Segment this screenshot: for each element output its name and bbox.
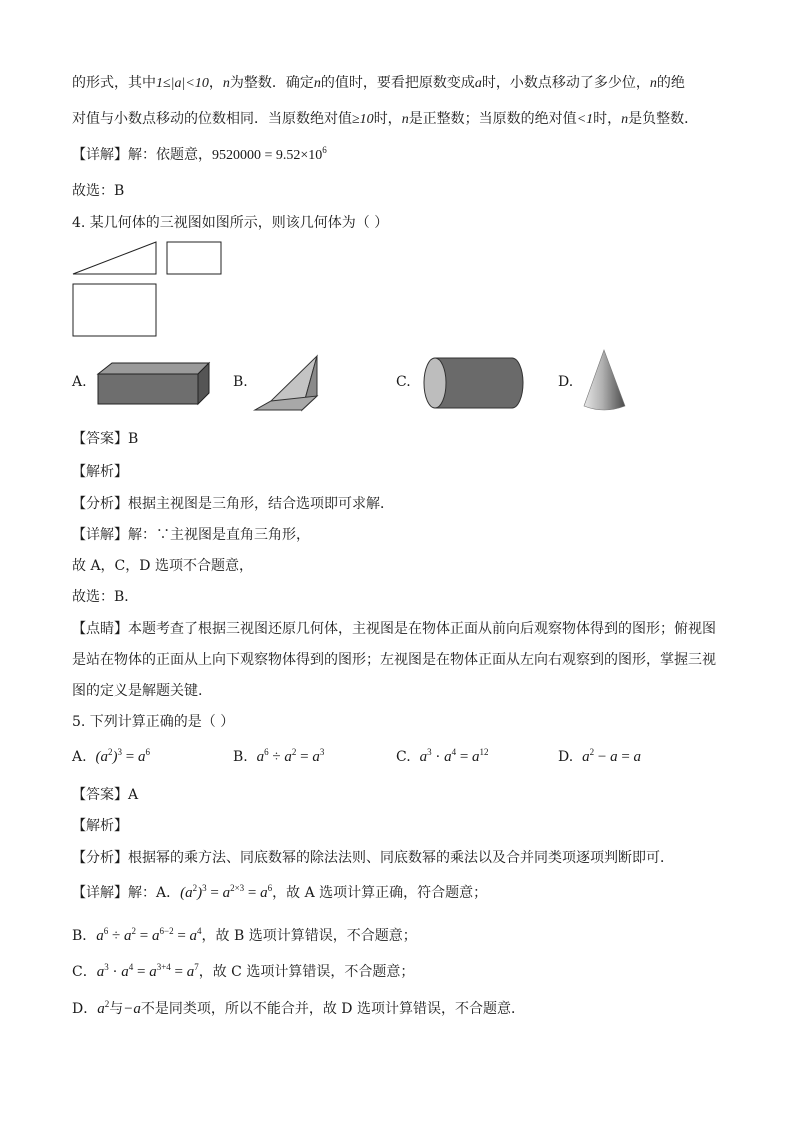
q4-option-d-label: D. [558, 374, 574, 390]
scientific-notation: 9520000 = 9.52×10 [212, 148, 323, 163]
side-view-rect [167, 242, 221, 274]
q3-detail: 【详解】解：依题意，$9520000 = 9.52\times 10^6$ [72, 145, 327, 163]
q5-detail-d: D．$a^2$与−a不是同类项，所以不能合并，故 D 选项计算错误，不合题意． [72, 999, 525, 1017]
q4-option-c-label: C. [396, 374, 411, 390]
q5-detail-b: B．$a^6 \div a^2 = a^{6-2} = a^4$，故 B 选项计算错误，不合题意； [72, 926, 417, 944]
q5-answer: 【答案】A [72, 787, 139, 803]
front-view-triangle [73, 242, 156, 274]
q4-analysis-heading: 【解析】 [72, 464, 128, 480]
q3-line-2: 对值与小数点移动的位数相同．当原数绝对值≥10时，n是正整数；当原数的绝对值<1时，n是负整数． [72, 111, 699, 127]
q3-line-1: 的形式，其中1≤|a|<10，n为整数．确定n的值时，要看把原数变成a时，小数点移动了多少位，n的绝 [72, 75, 685, 91]
q5-analysis-heading: 【解析】 [72, 818, 128, 834]
q5-detail-a: 【详解】解：A．$(a^2)^3 = a^{2\times 3} = a^6$，故 A 选项计算正确，符合题意； [72, 883, 488, 901]
q5-option-b: B. $a^6 \div a^2 = a^3$ [233, 747, 325, 765]
q4-option-a-label: A. [72, 374, 87, 390]
q4-question: 4. 某几何体的三视图如图所示，则该几何体为（ ） [72, 215, 389, 231]
q5-option-d: D. $a^2 - a = a$ [558, 747, 642, 765]
q4-line-acd: 故 A，C，D 选项不合题意， [72, 558, 253, 574]
q3-choose: 故选：B [72, 183, 125, 199]
q4-option-b-label: B. [233, 374, 248, 390]
q4-choose: 故选：B． [72, 589, 139, 605]
option-a-cuboid [95, 360, 213, 406]
condition-a: 1≤|a|<10 [156, 76, 209, 91]
three-views-figure [66, 236, 236, 342]
q4-comment-2: 是站在物体的正面从上向下观察物体得到的图形；左视图是在物体正面从左向右观察到的图形，掌握三视 [72, 652, 716, 668]
q5-option-c: C. $a^3 \cdot a^4 = a^{12}$ [396, 747, 489, 765]
option-d-cone [580, 348, 630, 414]
q4-comment-3: 图的定义是解题关键. [72, 683, 203, 699]
q5-question: 5. 下列计算正确的是（ ） [72, 714, 235, 730]
q5-option-a: A. $(a^2)^3 = a^6$ [72, 747, 150, 765]
top-view-rect [73, 284, 156, 336]
q5-detail-c: C．$a^3 \cdot a^4 = a^{3+4} = a^7$，故 C 选项计算错误，不合题意； [72, 962, 415, 980]
q4-fenxi: 【分析】根据主视图是三角形，结合选项即可求解． [72, 496, 394, 512]
option-b-triangular-prism [252, 352, 322, 414]
q4-comment-1: 【点睛】本题考查了根据三视图还原几何体，主视图是在物体正面从前向后观察物体得到的图形；俯视图 [72, 621, 716, 637]
q4-answer: 【答案】B [72, 431, 139, 447]
option-c-cylinder [420, 355, 528, 411]
q5-fenxi: 【分析】根据幂的乘方法、同底数幂的除法法则、同底数幂的乘法以及合并同类项逐项判断即可． [72, 850, 674, 866]
q4-detail: 【详解】解：∵主视图是直角三角形， [72, 527, 310, 543]
